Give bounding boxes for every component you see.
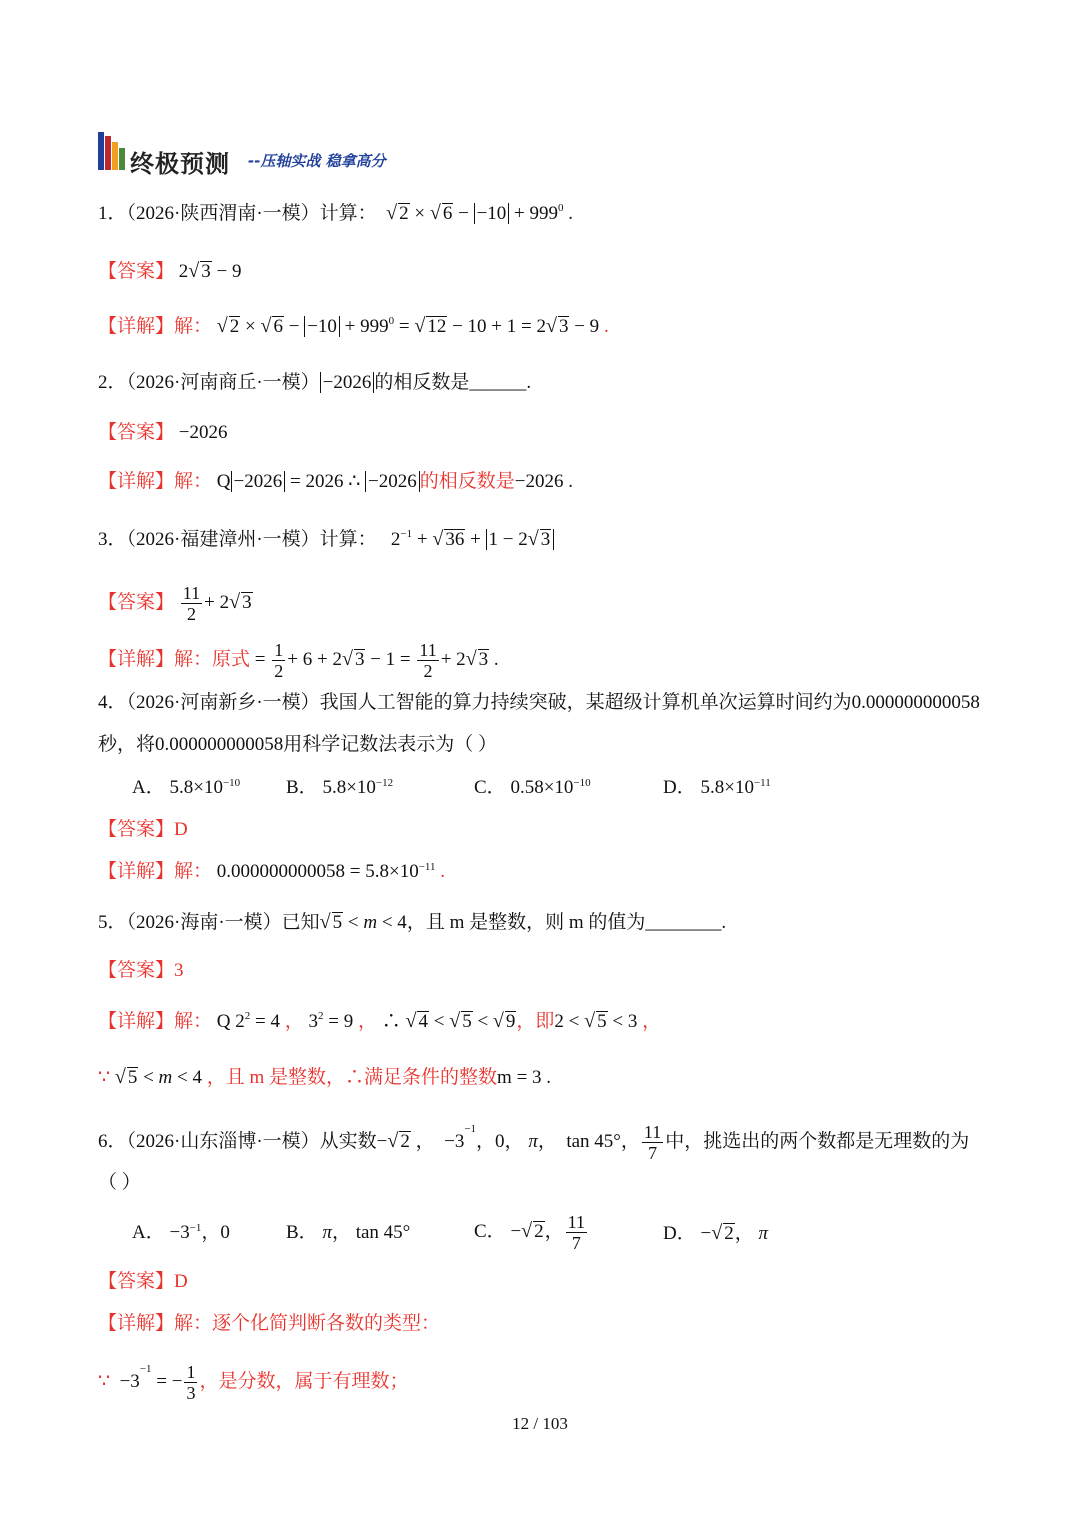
q6-option-a: A． $-3^{-1}$，0 — [132, 1222, 230, 1243]
q6-stem-post: 中，挑选出的两个数都是无理数的为 — [665, 1130, 970, 1152]
q6-line2-expr: $-3^{-1}$ = − $\frac{1}{3}$ — [114, 1362, 196, 1403]
q2-stem-pre: 2．（2026·河南商丘·一模） — [98, 372, 320, 393]
option-label: A． — [132, 1222, 165, 1243]
detail-tag: 【详解】 — [98, 316, 175, 337]
option-label: B． — [286, 777, 318, 798]
question-1 — [98, 201, 573, 226]
q5-line2-red: 且 m 是整数，∴满足条件的整数 — [225, 1067, 498, 1088]
q3-detail-line — [98, 640, 499, 681]
q5-detail-expr: Q $2^2 = 4$ ， $3^2 = 9$ ， ∴ √ 4 < √ 5 < √ 9， — [216, 1010, 536, 1032]
answer-tag: 【答案】 — [98, 261, 175, 282]
detail-tag: 【详解】 — [98, 1011, 175, 1032]
q2-expr: −2026 — [320, 372, 375, 393]
q6-answer: D — [174, 1271, 188, 1292]
q1-detail-line — [98, 314, 609, 339]
q3-detail-red: 原式 — [212, 648, 251, 670]
q6-option-d: D． −√ 2， π — [663, 1222, 768, 1244]
question-4-line-1: 4．（2026·河南新乡·一模）我国人工智能的算力持续突破，某超级计算机单次运算时间约为0.000000000058 — [98, 692, 980, 713]
detail-prefix: 解： — [174, 471, 213, 492]
q3-answer: $\frac{11}{2}$ + 2√ 3 — [182, 583, 252, 624]
answer-tag: 【答案】 — [98, 591, 175, 613]
question-3 — [98, 527, 554, 552]
q2-detail-red: 的相反数是 — [419, 471, 515, 492]
q4-option-b: B． $5.8\times 10^{-12}$ — [286, 777, 394, 798]
detail-prefix: 解： — [174, 316, 213, 337]
because-icon: ∵ — [98, 1370, 111, 1392]
q6-option-b: B． π， tan 45° — [286, 1222, 411, 1243]
option-label: B． — [286, 1222, 318, 1243]
q5-answer: 3 — [174, 960, 184, 981]
q4-option-c: C． $0.58\times 10^{-10}$ — [474, 777, 591, 798]
q5-answer-line — [98, 959, 184, 983]
q1-stem: 1．（2026·陕西渭南·一模）计算： — [98, 203, 377, 224]
q5-stem-pre: 5．（2026·海南·一模）已知 — [98, 912, 320, 933]
q2-answer: −2026 — [178, 422, 228, 443]
q3-expr: $2^{-1}$ + √ 36 + 1 − 2√ 3 — [381, 529, 554, 550]
q6-expr: −√ 2 ， $-3^{-1}$，0， π， tan 45°， $\frac{11}{7}$ — [376, 1122, 662, 1163]
because-icon: ∵ — [98, 1067, 111, 1088]
q5-expr: √ 5 < m < 4 — [319, 911, 407, 933]
question-2 — [98, 371, 531, 395]
detail-prefix: 解： — [174, 648, 213, 670]
detail-tag: 【详解】 — [98, 471, 175, 492]
q5-stem-mid: ，且 m 是整数，则 m 的值为________. — [406, 912, 727, 933]
q4-option-a: A． $5.8\times 10^{-10}$ — [132, 777, 241, 798]
detail-tag: 【详解】 — [98, 1313, 175, 1334]
q6-stem-line-2: （ ） — [98, 1172, 141, 1193]
q2-detail-line — [98, 470, 573, 494]
q6-line2-red: ，是分数，属于有理数； — [199, 1370, 409, 1392]
q5-detail-line — [98, 1009, 661, 1034]
q5-line2-expr: √ 5 < m < 4 ， — [114, 1066, 226, 1088]
q5-detail-line-2 — [98, 1065, 551, 1090]
q2-answer-line — [98, 421, 227, 445]
answer-tag: 【答案】 — [98, 960, 175, 981]
q5-line2-end: m = 3 . — [497, 1067, 552, 1088]
q4-detail-line — [98, 860, 445, 884]
option-label: D． — [663, 777, 696, 798]
page-number: 12 / 103 — [512, 1414, 568, 1433]
q1-detail: √ 2 × √ $6 - -10 + 999^0$ = √ 12 − 10 + 1 = 2√ 3 − 9 . — [216, 315, 609, 337]
q4-option-d: D． $5.8\times 10^{-11}$ — [663, 777, 771, 798]
q5-detail-expr-2: 2 < √ 5 < 3 ， — [554, 1010, 662, 1032]
q2-detail-expr: Q −2026 = 2026 ∴ −2026 — [217, 471, 420, 492]
q6-option-c: C． −√ 2， $\frac{11}{7}$ — [474, 1212, 585, 1253]
q6-detail-line — [98, 1312, 440, 1336]
question-5 — [98, 910, 726, 935]
option-label: D． — [663, 1223, 696, 1244]
detail-tag: 【详解】 — [98, 648, 175, 670]
header-subtitle: --压轴实战 稳拿高分 — [248, 152, 386, 170]
detail-prefix: 解： — [174, 1011, 213, 1032]
option-label: C． — [474, 777, 506, 798]
option-label: C． — [474, 1220, 506, 1242]
header-title: 终极预测 — [130, 150, 230, 178]
answer-tag: 【答案】 — [98, 1271, 175, 1292]
q2-detail-end: −2026 . — [514, 471, 573, 492]
q1-answer: 2√ 3 − 9 — [178, 260, 242, 282]
option-label: A． — [132, 777, 165, 798]
q6-answer-line — [98, 1270, 188, 1294]
detail-tag: 【详解】 — [98, 861, 175, 882]
answer-tag: 【答案】 — [98, 819, 175, 840]
q4-detail: $0.000000000058 = 5.8\times 10^{-11}$ . — [216, 861, 446, 882]
q6-detail: 解：逐个化简判断各数的类型： — [174, 1313, 441, 1334]
q3-answer-line — [98, 583, 253, 624]
question-6 — [98, 1122, 969, 1163]
question-4-line-2: 秒，将0.000000000058用科学记数法表示为（ ） — [98, 734, 498, 755]
q3-stem: 3．（2026·福建漳州·一模）计算： — [98, 529, 377, 550]
q4-answer-line — [98, 818, 188, 842]
q6-stem-pre: 6．（2026·山东淄博·一模）从实数 — [98, 1130, 377, 1152]
q6-detail-line-2 — [98, 1362, 408, 1403]
q4-answer: D — [174, 819, 188, 840]
detail-prefix: 解： — [174, 861, 213, 882]
answer-tag: 【答案】 — [98, 422, 175, 443]
q1-answer-line — [98, 259, 241, 284]
q3-detail: = $\frac{1}{2}$ + 6 + 2√ 3 − 1 = $\frac{11}{2}$ + 2√ 3 . — [254, 640, 499, 681]
q5-detail-red: 即 — [535, 1011, 555, 1032]
q1-expr: √ 2 × √ $6 - -10 + 999^0$ . — [386, 202, 573, 224]
q2-stem-post: 的相反数是______. — [374, 372, 532, 393]
books-logo-icon — [98, 130, 132, 170]
